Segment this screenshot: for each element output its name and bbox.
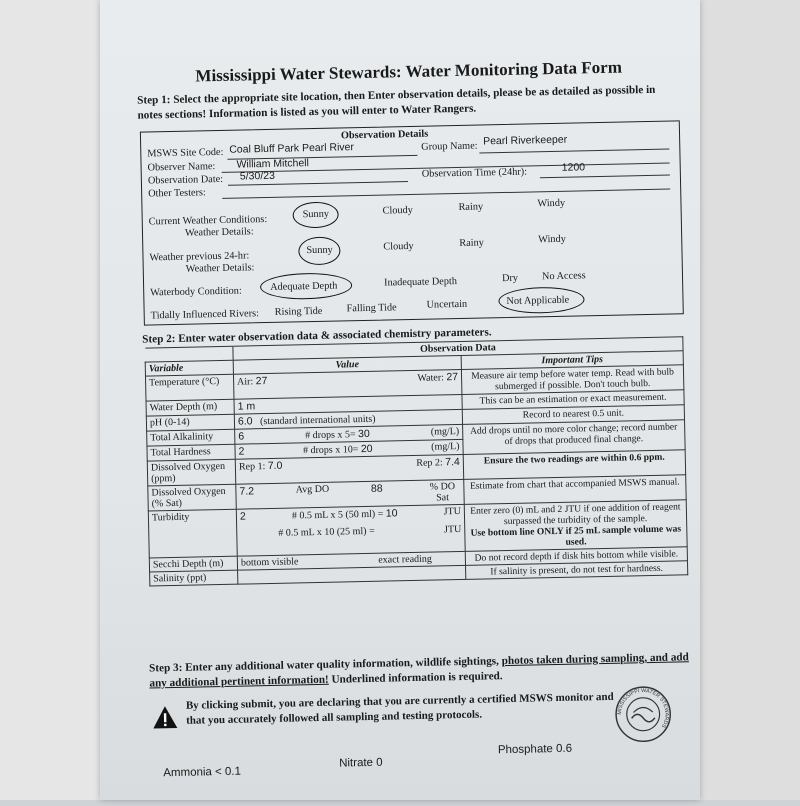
previous-weather-option-rainy[interactable]: Rainy [459,237,484,249]
salinity-tip: If salinity is present, do not test for hardness. [466,561,688,580]
current-weather-selection-circle [292,201,339,228]
water-depth-label: Water Depth (m) [146,399,234,416]
nitrate-reading[interactable]: Nitrate 0 [339,756,383,770]
step2-instructions: Step 2: Enter water observation data & associated chemistry parameters. [142,326,492,346]
current-weather-option-rainy[interactable]: Rainy [458,201,484,213]
site-code-label: MSWS Site Code: [147,146,224,160]
ammonia-reading[interactable]: Ammonia < 0.1 [163,765,242,780]
avg-do-value[interactable]: 88 [370,482,383,495]
observer-name-value[interactable]: William Mitchell [236,157,310,171]
waterbody-option-no-access[interactable]: No Access [541,270,586,283]
previous-weather-details-label: Weather Details: [185,262,255,275]
step3-lead: Step 3: Enter any additional water quality information, wildlife sightings, [148,655,500,675]
current-weather-option-windy[interactable]: Windy [537,197,566,210]
turbidity-unit-1: JTU [443,505,461,518]
site-code-value[interactable]: Coal Bluff Park Pearl River [229,141,355,156]
tidal-option-not-applicable[interactable]: Not Applicable [506,294,570,307]
water-label: Water: [417,372,445,384]
do-sat-label: Dissolved Oxygen (% Sat) [148,484,237,511]
current-weather-option-cloudy[interactable]: Cloudy [382,204,414,217]
observer-name-label: Observer Name: [147,161,216,174]
waterbody-option-inadequate[interactable]: Inadequate Depth [383,276,458,289]
submit-declaration: By clicking submit, you are declaring that you are currently a certified MSWS monitor and that you accurately followed all sampling and testing protocols. [185,690,614,727]
rep1-value[interactable]: 7.0 [267,459,283,473]
tidal-option-uncertain[interactable]: Uncertain [426,298,468,311]
alkalinity-drops[interactable]: 6 [238,430,245,443]
turbidity-label: Turbidity [148,509,237,558]
hardness-result[interactable]: 20 [360,442,373,456]
form-sheet [128,34,704,806]
observation-data-heading: Observation Data [233,337,683,360]
water-value[interactable]: 27 [446,371,459,384]
turbidity-tip-b: Use bottom line ONLY if 25 mL sample volume was used. [470,523,682,548]
observation-time-value[interactable]: 1200 [561,161,586,174]
observation-date-value[interactable]: 5/30/23 [239,169,275,183]
waterbody-option-dry[interactable]: Dry [501,272,519,285]
current-weather-option-sunny[interactable]: Sunny [302,208,330,221]
group-name-label: Group Name: [421,140,478,153]
alkalinity-result[interactable]: 30 [357,427,370,441]
secchi-tip: Do not record depth if disk hits bottom while visible. [465,547,687,566]
avg-do-label: Avg DO [295,483,330,496]
do-sat-value[interactable]: 7.2 [239,485,255,498]
previous-weather-label: Weather previous 24-hr: [149,250,250,264]
hardness-formula: # drops x 10= [302,444,359,457]
tidal-option-rising[interactable]: Rising Tide [274,305,323,318]
air-label: Air: [237,376,254,388]
do-sat-tip: Estimate from chart that accompanied MSWS manual. [464,475,686,505]
dissolved-oxygen-label: Dissolved Oxygen (ppm) [147,459,236,486]
group-name-value[interactable]: Pearl Riverkeeper [483,133,568,148]
turbidity-line1: # 0.5 mL x 5 (50 ml) = [291,508,384,522]
current-weather-label: Current Weather Conditions: [148,213,268,228]
alkalinity-formula: # drops x 5= [305,429,356,442]
turbidity-line1-value[interactable]: 10 [385,507,398,520]
tidal-selection-circle [498,286,585,314]
ph-label: pH (0-14) [146,414,234,431]
previous-weather-option-sunny[interactable]: Sunny [306,244,333,257]
form-title: Mississippi Water Stewards: Water Monitoring Data Form [195,57,623,86]
other-testers-label: Other Testers: [148,187,206,200]
warning-icon [152,705,178,730]
water-depth-value[interactable]: 1 m [234,394,462,414]
water-stewards-seal-icon [614,685,673,744]
turbidity-tip-a: Enter zero (0) mL and 2 JTU if one addition of reagent surpassed the turbidity of the sample. [470,501,681,528]
waterbody-condition-label: Waterbody Condition: [150,285,242,299]
observation-details-box [140,120,684,325]
rep2-label: Rep 2: [416,457,443,469]
tidal-option-falling[interactable]: Falling Tide [346,302,397,315]
turbidity-unit-2: JTU [443,523,462,536]
ph-value[interactable]: 6.0 [237,415,253,428]
rep2-value[interactable]: 7.4 [445,456,460,469]
step1-instructions: Step 1: Select the appropriate site location, then Enter observation details, please be as detailed as possible in notes sections! Information is listed as you will enter to Water Rangers. [137,83,656,122]
salinity-label: Salinity (ppt) [150,570,238,586]
observation-time-label: Observation Time (24hr): [421,166,528,180]
alkalinity-label: Total Alkalinity [147,429,235,446]
previous-weather-selection-circle [298,236,341,265]
waterbody-option-adequate[interactable]: Adequate Depth [270,280,338,293]
seal-text: MISSISSIPPI WATER STEWARDS [616,687,670,729]
water-depth-tip: This can be an estimation or exact measurement. [462,390,684,410]
alkalinity-unit: (mg/L) [430,426,460,438]
observation-date-label: Observation Date: [147,173,224,187]
col-variable-header: Variable [145,360,233,376]
do-sat-unit: % DO Sat [429,481,456,504]
temperature-label: Temperature (°C) [145,374,234,401]
secchi-label: Secchi Depth (m) [149,556,237,572]
observation-details-heading: Observation Details [340,128,429,142]
phosphate-reading[interactable]: Phosphate 0.6 [497,742,573,757]
secchi-option-bottom-visible[interactable]: bottom visible [240,556,299,569]
ph-tip: Record to nearest 0.5 unit. [462,405,684,425]
waterbody-selection-circle [260,272,353,300]
observation-data-table [144,336,688,586]
turbidity-value[interactable]: 2 [239,510,246,523]
dissolved-oxygen-tip: Ensure the two readings are within 0.6 ppm. [463,450,685,480]
previous-weather-option-windy[interactable]: Windy [538,233,566,246]
current-weather-details-label: Weather Details: [184,226,254,239]
secchi-option-exact-reading[interactable]: exact reading [378,553,432,566]
previous-weather-option-cloudy[interactable]: Cloudy [383,240,414,253]
ph-note: (standard international units) [259,413,376,428]
air-value[interactable]: 27 [255,375,268,388]
temperature-tip: Measure air temp before water temp. Read with bulb submerged if possible. Don't touch bulb. [461,365,683,395]
hardness-label: Total Hardness [147,444,235,461]
col-tips-header: Important Tips [461,351,683,370]
col-value-header: Value [233,355,461,374]
step3-photos: photos taken during sampling, and add any additional pertinent information! [149,651,689,690]
alkalinity-tip: Add drops until no more color change; record number of drops that produced final change. [463,420,686,455]
rep1-label: Rep 1: [238,461,266,473]
turbidity-line2: # 0.5 mL x 10 (25 ml) = [278,525,375,539]
background-right [690,0,800,800]
hardness-unit: (mg/L) [431,441,460,453]
tidal-label: Tidally Influenced Rivers: [150,308,260,322]
step3-tail: Underlined information is required. [331,670,503,686]
hardness-drops[interactable]: 2 [238,445,245,458]
